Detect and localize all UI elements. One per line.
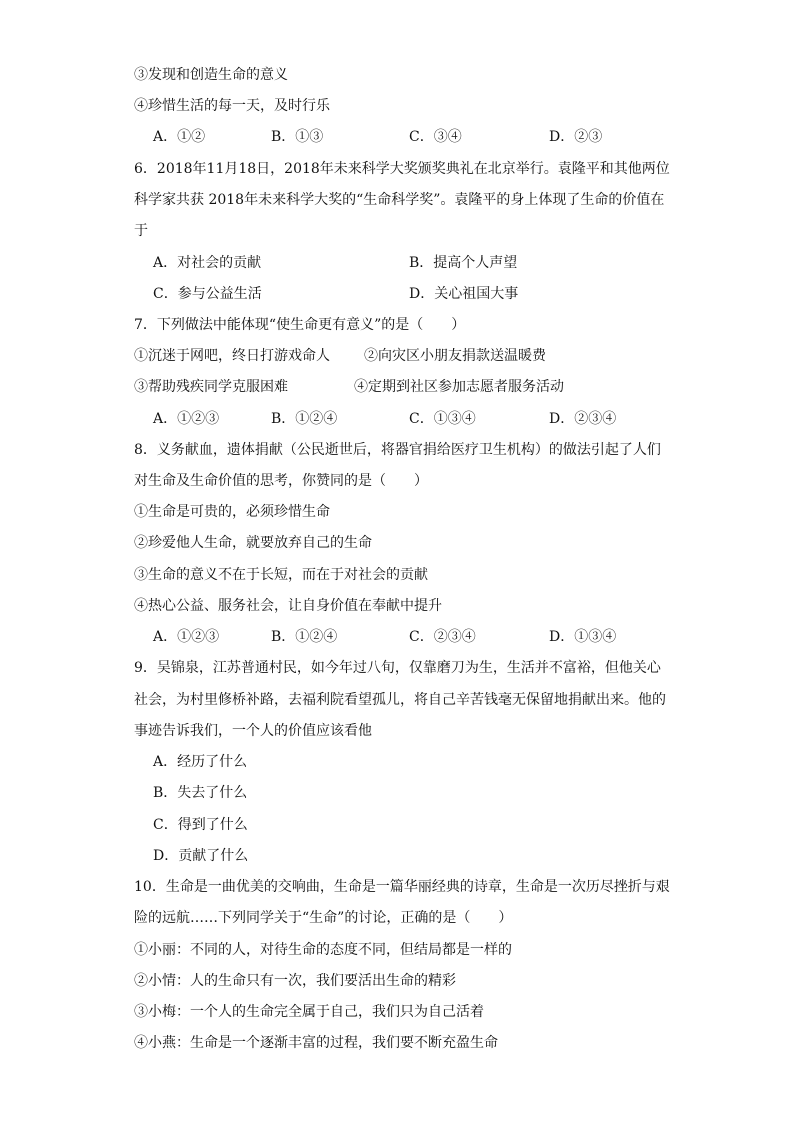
q8-statement-3: ③生命的意义不在于长短，而在于对社会的贡献 <box>134 567 428 583</box>
q9-stem-line-2: 社会，为村里修桥补路，去福利院看望孤儿，将自己辛苦钱毫无保留地捐献出来。他的 <box>134 692 666 708</box>
q8-stem-line-2: 对生命及生命价值的思考，你赞同的是（ ） <box>134 473 428 489</box>
q7-option-a: A．①②③ <box>153 411 220 427</box>
q5-option-b: B．①③ <box>271 129 324 145</box>
q6-stem-line-1: 6．2018年11月18日，2018年未来科学大奖颁奖典礼在北京举行。袁隆平和其他两位 <box>134 161 670 177</box>
q9-stem-line-3: 事迹告诉我们，一个人的价值应该看他 <box>134 723 372 739</box>
q5-option-d: D．②③ <box>549 129 603 145</box>
q6-option-b: B．提高个人声望 <box>409 255 518 271</box>
q6-stem-line-3: 于 <box>134 223 148 239</box>
q5-option-c: C．③④ <box>409 129 462 145</box>
q6-option-d: D．关心祖国大事 <box>409 286 519 302</box>
q9-option-c: C．得到了什么 <box>153 817 248 833</box>
q7-statement-2: ②向灾区小朋友捐款送温暖费 <box>364 348 546 364</box>
q7-statements-row-2 <box>134 377 564 397</box>
q10-statement-2: ②小情：人的生命只有一次，我们要活出生命的精彩 <box>134 973 456 989</box>
q9-stem-line-1: 9．吴锦泉，江苏普通村民，如今年过八旬，仅靠磨刀为生，生活并不富裕，但他关心 <box>134 660 661 676</box>
q7-option-d: D．②③④ <box>549 411 617 427</box>
q8-option-c: C．②③④ <box>409 629 476 645</box>
q7-option-c: C．①③④ <box>409 411 476 427</box>
q5-statement-3: ③发现和创造生命的意义 <box>134 67 288 83</box>
q7-statement-3: ③帮助残疾同学克服困难 <box>134 379 288 395</box>
q10-statement-4: ④小燕：生命是一个逐渐丰富的过程，我们要不断充盈生命 <box>134 1035 498 1051</box>
q9-option-d: D．贡献了什么 <box>153 848 249 864</box>
q9-option-b: B．失去了什么 <box>153 785 248 801</box>
q8-option-d: D．①③④ <box>549 629 617 645</box>
q8-statement-1: ①生命是可贵的，必须珍惜生命 <box>134 504 330 520</box>
q10-stem-line-2: 险的远航……下列同学关于“生命”的讨论，正确的是（ ） <box>134 910 513 926</box>
q7-stem: 7．下列做法中能体现“使生命更有意义”的是（ ） <box>134 317 466 333</box>
q10-statement-1: ①小丽：不同的人，对待生命的态度不同，但结局都是一样的 <box>134 942 512 958</box>
q7-statement-4: ④定期到社区参加志愿者服务活动 <box>354 379 564 395</box>
q5-statement-4: ④珍惜生活的每一天，及时行乐 <box>134 98 330 114</box>
q10-statement-3: ③小梅：一个人的生命完全属于自己，我们只为自己活着 <box>134 1004 484 1020</box>
q8-statement-4: ④热心公益、服务社会，让自身价值在奉献中提升 <box>134 598 442 614</box>
q6-stem-line-2: 科学家共获 2018年未来科学大奖的“生命科学奖”。袁隆平的身上体现了生命的价值在 <box>134 192 665 208</box>
q7-statements-row-1 <box>134 346 546 366</box>
q7-statement-1: ①沉迷于网吧，终日打游戏命人 <box>134 348 330 364</box>
q8-option-b: B．①②④ <box>271 629 338 645</box>
q6-option-c: C．参与公益生活 <box>153 286 262 302</box>
q8-statement-2: ②珍爱他人生命，就要放弃自己的生命 <box>134 535 372 551</box>
q10-stem-line-1: 10．生命是一曲优美的交响曲，生命是一篇华丽经典的诗章，生命是一次历尽挫折与艰 <box>134 879 670 895</box>
q9-option-a: A．经历了什么 <box>153 754 248 770</box>
q5-option-a: A．①② <box>153 129 206 145</box>
q7-option-b: B．①②④ <box>271 411 338 427</box>
q8-stem-line-1: 8．义务献血，遗体捐献（公民逝世后，将器官捐给医疗卫生机构）的做法引起了人们 <box>134 442 661 458</box>
q6-option-a: A．对社会的贡献 <box>153 255 262 271</box>
q8-option-a: A．①②③ <box>153 629 220 645</box>
